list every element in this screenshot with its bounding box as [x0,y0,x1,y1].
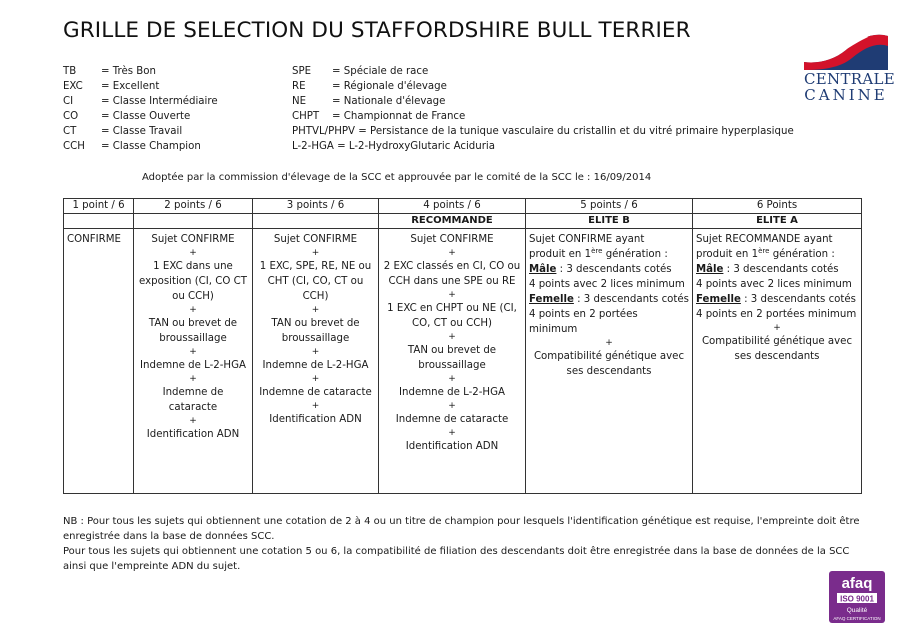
column-subheader [134,214,253,229]
legend-abbr: CHPT [292,111,320,122]
plus-sign: + [311,248,320,258]
table-subheader-row [64,214,862,229]
footnote [63,514,863,574]
legend-abbr: RE [292,81,306,92]
footnote-paragraph: Pour tous les sujets qui obtiennent une cotation 5 ou 6, la compatibilité de filiation des descendants doit être enregistrée dans la base de données de la SCC ainsi que l'empreinte ADN du sujet. [63,546,850,572]
criterion: Identification ADN [405,441,499,452]
criterion: Identification ADN [146,429,240,440]
column-subheader: ELITE B [526,214,693,229]
legend-def: = Classe Champion [101,141,201,152]
criterion: Sujet CONFIRME [410,234,494,245]
plus-sign: + [189,305,197,315]
afaq-badge-icon [829,571,885,623]
plus-sign: + [189,374,197,384]
plus-sign: + [605,338,613,348]
criterion [696,247,858,262]
afaq-iso: ISO 9001 [840,594,874,604]
criterion: 4 points en 2 portées minimum [529,309,638,335]
afaq-cert: AFAQ CERTIFICATION [833,616,881,621]
plus-sign: + [311,401,320,411]
criterion: 2 EXC classés en CI, CO ou CCH dans une SPE ou RE [383,261,521,287]
legend-def: = Championnat de France [332,111,466,122]
legend-row [292,139,794,154]
criterion: 4 points avec 2 lices minimum [529,279,685,290]
criterion: Indemne de L-2-HGA [262,360,369,371]
column-header: 1 point / 6 [64,199,134,214]
criterion: TAN ou brevet de broussaillage [148,318,238,344]
criterion: Compatibilité génétique avec ses descendants [701,336,853,362]
plus-sign: + [448,374,456,384]
column-subheader: ELITE A [693,214,862,229]
criterion: 4 points avec 2 lices minimum [696,279,852,290]
legend-row [292,94,794,109]
cell-3-points [253,229,379,494]
male-label: Mâle [529,264,557,275]
legend-row [292,109,794,124]
criterion: Indemne de cataracte [259,387,372,398]
criterion-part: produit en 1 [696,249,759,260]
column-header: 4 points / 6 [379,199,526,214]
criterion [529,262,689,277]
legend-def: = Classe Intermédiaire [101,96,218,107]
criterion: Indemne de cataracte [395,414,509,425]
criterion: TAN ou brevet de broussaillage [271,318,360,344]
cell-text: CONFIRME [67,234,121,245]
column-subheader [64,214,134,229]
column-header: 2 points / 6 [134,199,253,214]
page-title: GRILLE DE SELECTION DU STAFFORDSHIRE BULL TERRIER [63,18,691,43]
footnote-paragraph: NB : Pour tous les sujets qui obtiennent une cotation de 2 à 4 ou un titre de champion pour lesquels l'identification génétique est requise, l'empreinte doit être enregistrée dans la base de données SCC. [63,516,860,542]
legend-def: = Spéciale de race [332,66,429,77]
cell-4-points [379,229,526,494]
column-header: 5 points / 6 [526,199,693,214]
legend-abbr: EXC [63,81,83,92]
legend-row [63,94,218,109]
criterion: Indemne de cataracte [162,387,224,413]
criterion: Indemne de L-2-HGA [140,360,246,371]
plus-sign: + [189,347,197,357]
superscript: ère [758,247,770,255]
criterion-part: : 3 descendants cotés [573,294,689,305]
criterion: Sujet CONFIRME [151,234,235,245]
cell-6-points [693,229,862,494]
superscript: ère [591,247,603,255]
legend-row [63,139,218,154]
centrale-canine-logo [804,28,895,104]
plus-sign: + [189,416,197,426]
legend-abbr: TB [63,66,77,77]
legend-def: = Excellent [101,81,160,92]
plus-sign: + [189,248,197,258]
plus-sign: + [448,401,456,411]
criterion-part: produit en 1 [529,249,592,260]
legend-abbr: CO [63,111,79,122]
legend-row [63,79,218,94]
plus-sign: + [448,248,456,258]
legend-def: = Classe Ouverte [101,111,191,122]
adoption-note: Adoptée par la commission d'élevage de la SCC et approuvée par le comité de la SCC le : 16/09/2014 [142,172,652,183]
plus-sign: + [448,428,456,438]
logo-line-2: CANINE [804,85,888,104]
criterion: Indemne de L-2-HGA [399,387,505,398]
criterion: TAN ou brevet de broussaillage [407,345,497,371]
column-header: 6 Points [693,199,862,214]
legend-def: = Régionale d'élevage [332,81,447,92]
plus-sign: + [773,323,781,333]
legend-row [63,124,218,139]
dog-logo-icon [804,28,888,70]
legend-row [292,79,794,94]
criterion-part: génération : [602,249,668,260]
criterion: 1 EXC en CHPT ou NE (CI, CO, CT ou CCH) [387,303,517,329]
legend-abbr: CI [63,96,74,107]
legend-right [292,64,794,154]
criterion: 1 EXC, SPE, RE, NE ou CHT (CI, CO, CT ou CCH) [259,261,372,302]
plus-sign: + [311,305,320,315]
criterion-part: : 3 descendants cotés [556,264,672,275]
criterion [529,247,689,262]
legend-row [63,109,218,124]
legend-abbr: SPE [292,66,312,77]
plus-sign: + [311,374,320,384]
criterion-part: : 3 descendants cotés [740,294,856,305]
table-header-row [64,199,862,214]
criterion: Sujet CONFIRME ayant [529,234,645,245]
criterion-part: : 3 descendants cotés [723,264,839,275]
legend-abbr: NE [292,96,307,107]
criterion [696,262,858,277]
criterion [529,292,689,307]
afaq-quality: Qualité [846,607,868,614]
cell-1-point [64,229,134,494]
column-header: 3 points / 6 [253,199,379,214]
column-subheader [253,214,379,229]
female-label: Femelle [529,294,574,305]
legend-wide-def: PHTVL/PHPV = Persistance de la tunique vasculaire du cristallin et du vitré primaire hyperplasique [292,126,794,137]
legend-def: = Nationale d'élevage [332,96,446,107]
table-body-row [64,229,862,494]
female-label: Femelle [696,294,741,305]
legend-row [292,124,794,139]
legend-abbr: CT [63,126,77,137]
criterion: Identification ADN [269,414,362,425]
legend-row [63,64,218,79]
criterion [696,292,858,307]
legend-row [292,64,794,79]
criterion: 4 points en 2 portées minimum [696,309,857,320]
selection-grid-table [63,198,862,494]
legend-wide-def: L-2-HGA = L-2-HydroxyGlutaric Aciduria [292,141,495,152]
cell-2-points [134,229,253,494]
column-subheader: RECOMMANDE [379,214,526,229]
legend-left [63,64,218,154]
criterion: Sujet CONFIRME [273,234,358,245]
plus-sign: + [448,290,456,300]
legend-def: = Très Bon [101,66,156,77]
legend-def: = Classe Travail [101,126,183,137]
criterion: Compatibilité génétique avec ses descendants [533,351,685,377]
criterion: Sujet RECOMMANDE ayant [696,234,833,245]
plus-sign: + [311,347,320,357]
male-label: Mâle [696,264,724,275]
plus-sign: + [448,332,456,342]
afaq-brand: afaq [841,575,873,592]
criterion-part: génération : [769,249,835,260]
legend-abbr: CCH [63,141,85,152]
criterion: 1 EXC dans une exposition (CI, CO CT ou CCH) [139,261,247,302]
cell-5-points [526,229,693,494]
afaq-iso-logo [829,571,885,623]
logo-line-1: CENTRALE [804,70,895,88]
